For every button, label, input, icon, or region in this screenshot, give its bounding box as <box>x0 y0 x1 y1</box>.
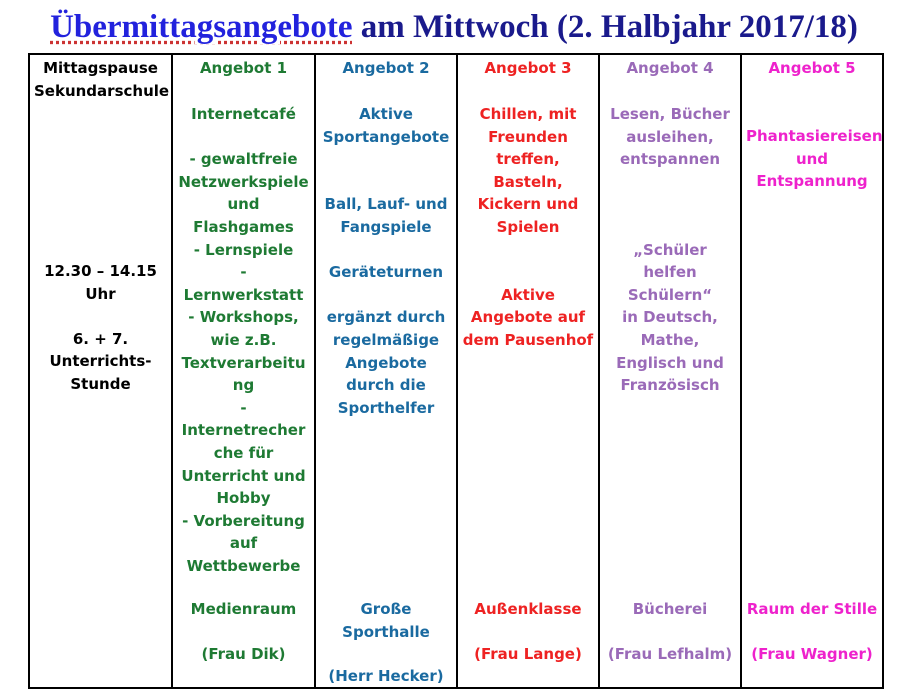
schedule-table <box>28 53 884 689</box>
column-room: Raum der Stille <box>746 600 878 618</box>
column-description: 12.30 – 14.15 Uhr 6. + 7. Unterrichts- Stunde <box>44 262 157 393</box>
column-description: Lesen, Bücher ausleihen, entspannen „Schüler helfen Schülern“ in Deutsch, Mathe, Englisch und Französisch <box>610 105 730 395</box>
column-description: Phantasiereisen und Entspannung <box>746 127 883 191</box>
column-room: Medienraum <box>190 600 297 618</box>
column-teacher: (Frau Lefhalm) <box>607 645 733 663</box>
column-description: Chillen, mit Freunden treffen, Basteln, Kickern und Spielen Aktive Angebote auf dem Pausenhof <box>462 105 594 349</box>
column-header: Angebot 2 <box>342 59 430 77</box>
column-angebot-1 <box>172 54 315 688</box>
page-title <box>0 4 908 50</box>
column-time <box>29 54 172 688</box>
column-room: Bücherei <box>632 600 708 618</box>
column-angebot-4 <box>599 54 741 688</box>
column-angebot-3 <box>457 54 599 688</box>
column-header: Angebot 4 <box>626 59 714 77</box>
column-header: Angebot 3 <box>484 59 572 77</box>
column-header: Mittagspause Sekundarschule <box>34 59 170 100</box>
column-angebot-5 <box>741 54 883 688</box>
column-teacher: (Herr Hecker) <box>328 667 444 685</box>
column-teacher: (Frau Wagner) <box>751 645 873 663</box>
column-room: Außenklasse <box>474 600 582 618</box>
column-description: Internetcafé - gewaltfreie Netzwerkspiele und Flashgames - Lernspiele - Lernwerkstatt - Workshops, wie z.B. Textverarbeitu ng - Internetrecher che für Unterricht und Hobby - Vorbereitung auf Wettbewerbe <box>178 105 309 575</box>
title-rest: am Mittwoch (2. Halbjahr 2017/18) <box>352 9 858 45</box>
column-teacher: (Frau Dik) <box>201 645 286 663</box>
column-room: Große Sporthalle <box>342 600 430 641</box>
column-header: Angebot 1 <box>199 59 288 77</box>
title-underlined: Übermittagsangebote <box>50 9 353 45</box>
column-teacher: (Frau Lange) <box>474 645 582 663</box>
column-angebot-2 <box>315 54 457 688</box>
column-description: Aktive Sportangebote Ball, Lauf- und Fangspiele Geräteturnen ergänzt durch regelmäßige Angebote durch die Sporthelfer <box>322 105 450 417</box>
column-header: Angebot 5 <box>768 59 856 77</box>
